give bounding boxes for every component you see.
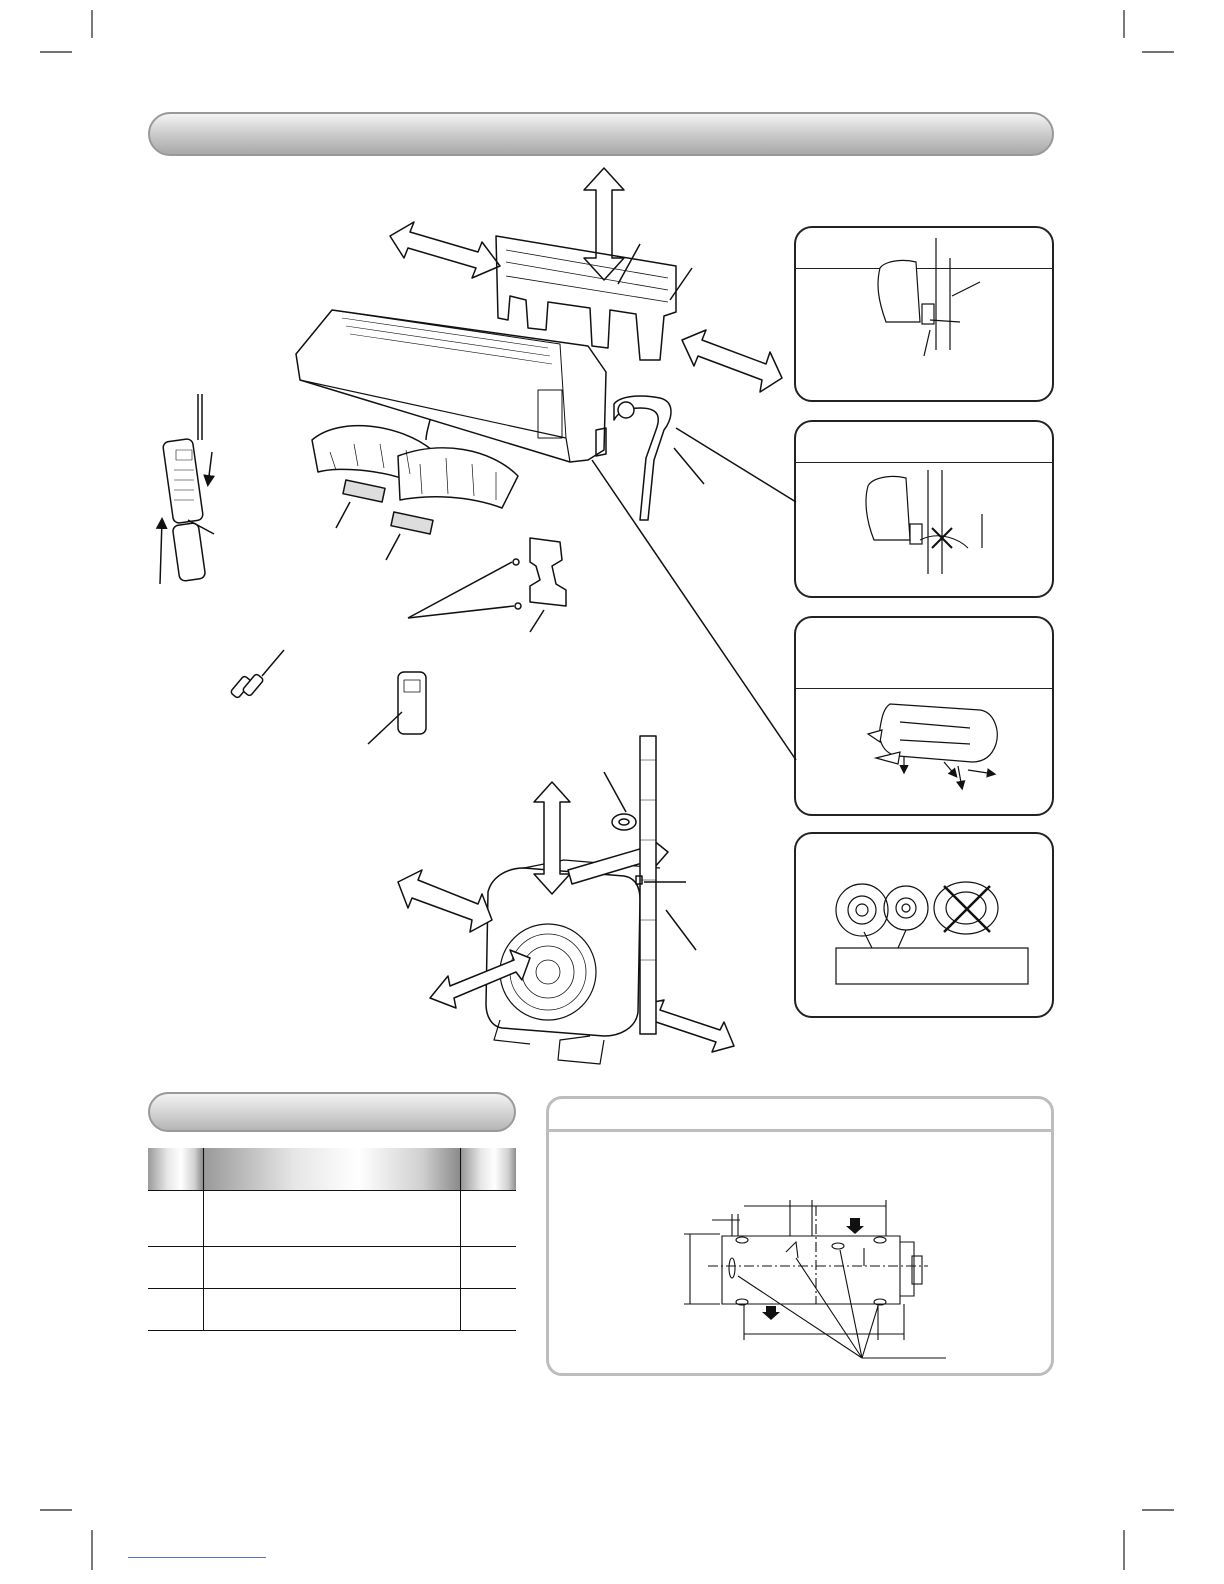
down-arrow-icon bbox=[762, 1306, 780, 1320]
footer-link-underline bbox=[128, 1557, 266, 1559]
down-arrow-icon bbox=[846, 1218, 864, 1234]
